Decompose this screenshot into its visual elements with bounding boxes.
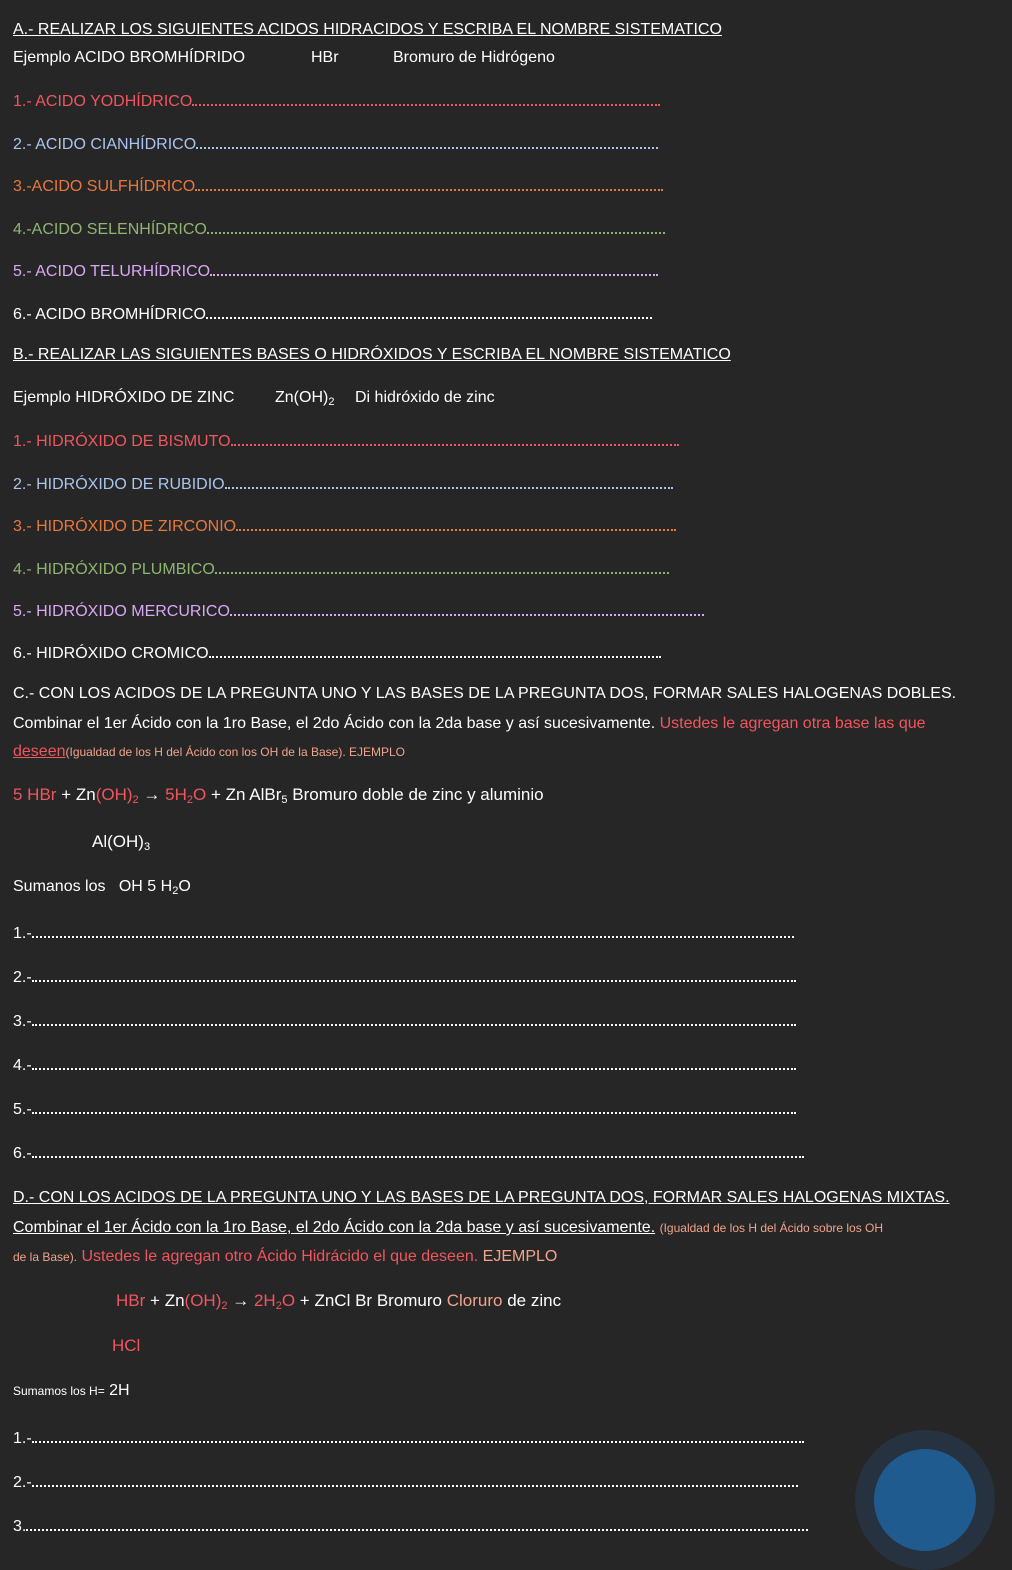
answer-blank[interactable] [32, 1054, 796, 1070]
example-label: Ejemplo HIDRÓXIDO DE ZINC [13, 389, 235, 406]
answer-blank[interactable] [225, 473, 673, 489]
answer-blank[interactable] [196, 133, 658, 149]
acid-item-3: 3.-ACIDO SULFHÍDRICO [13, 175, 663, 197]
answer-blank[interactable] [192, 90, 660, 106]
section-c-answer-2: 2.- [13, 966, 796, 988]
answer-blank[interactable] [32, 1098, 796, 1114]
answer-blank[interactable] [32, 1471, 798, 1487]
answer-blank[interactable] [32, 922, 794, 938]
answer-blank[interactable] [215, 558, 669, 574]
example-name: Di hidróxido de zinc [355, 389, 495, 406]
section-a-example [13, 48, 555, 68]
base-item-2: 2.- HIDRÓXIDO DE RUBIDIO [13, 473, 673, 495]
acid-item-4: 4.-ACIDO SELENHÍDRICO [13, 218, 665, 240]
base-item-4: 4.- HIDRÓXIDO PLUMBICO [13, 558, 669, 580]
answer-blank[interactable] [32, 966, 796, 982]
section-c-answer-4: 4.- [13, 1054, 796, 1076]
answer-blank[interactable] [236, 515, 676, 531]
example-formula: $Zn(OH)_2$ [275, 389, 335, 408]
answer-blank[interactable] [32, 1010, 796, 1026]
section-c-answer-5: 5.- [13, 1098, 796, 1120]
section-c-answer-6: 6.- [13, 1142, 804, 1164]
answer-blank[interactable] [231, 430, 679, 446]
answer-blank[interactable] [32, 1142, 804, 1158]
section-c-sum: Sumanos los OH 5 $H_2O$ [13, 878, 191, 897]
base-item-3: 3.- HIDRÓXIDO DE ZIRCONIO [13, 515, 676, 537]
example-label: Ejemplo ACIDO BROMHÍDRIDO [13, 49, 246, 66]
acid-item-2: 2.- ACIDO CIANHÍDRICO [13, 133, 658, 155]
section-c-extra-base: $Al(OH)_3$ [92, 832, 151, 853]
section-b-example [13, 388, 495, 408]
answer-blank[interactable] [230, 600, 704, 616]
answer-blank[interactable] [195, 175, 663, 191]
floating-action-button-inner[interactable] [874, 1449, 976, 1551]
section-d-answer-3: 3. [13, 1515, 808, 1537]
section-c-answer-1: 1.- [13, 922, 794, 944]
acid-item-1: 1.- ACIDO YODHÍDRICO [13, 90, 660, 112]
answer-blank[interactable] [206, 303, 652, 319]
answer-blank[interactable] [210, 260, 658, 276]
base-item-5: 5.- HIDRÓXIDO MERCURICO [13, 600, 704, 622]
acid-item-6: 6.- ACIDO BROMHÍDRICO [13, 303, 652, 325]
section-d-answer-2: 2.- [13, 1471, 798, 1493]
section-d-answer-1: 1.- [13, 1427, 804, 1449]
section-c-title: C.- CON LOS ACIDOS DE LA PREGUNTA UNO Y LAS BASES DE LA PREGUNTA DOS, FORMAR SALES HALOGENAS DOBLES. [13, 685, 957, 702]
answer-blank[interactable] [26, 1515, 808, 1531]
base-item-1: 1.- HIDRÓXIDO DE BISMUTO [13, 430, 679, 452]
answer-blank[interactable] [32, 1427, 804, 1443]
answer-blank[interactable] [207, 218, 665, 234]
section-d-extra-acid: HCl [112, 1336, 141, 1355]
base-item-6: 6.- HIDRÓXIDO CROMICO [13, 642, 661, 664]
section-d-title: D.- CON LOS ACIDOS DE LA PREGUNTA UNO Y LAS BASES DE LA PREGUNTA DOS, FORMAR SALES HALOGENAS MIXTAS. [13, 1189, 950, 1206]
section-d-equation: HBr + $Zn(OH)_2 \to 2H_2O$ + ZnCl Br Bromuro Cloruro de zinc [116, 1291, 562, 1312]
section-c-instructions-2: deseen(Igualdad de los H del Ácido con los OH de la Base). EJEMPLO [13, 743, 406, 760]
section-d-instructions: Combinar el 1er Ácido con la 1ro Base, el 2do Ácido con la 2da base y así sucesivamente. (Igualdad de los H del Ácido sobre los OH [13, 1219, 884, 1236]
section-c-equation: 5 HBr + $Zn(OH)_2 \to 5H_2O + Zn$ AlBr$_5$ Bromuro doble de zinc y aluminio [13, 785, 544, 806]
section-a-title: A.- REALIZAR LOS SIGUIENTES ACIDOS HIDRACIDOS Y ESCRIBA EL NOMBRE SISTEMATICO [13, 21, 722, 38]
answer-blank[interactable] [209, 642, 661, 658]
section-d-instructions-2: de la Base). Ustedes le agregan otro Ácido Hidrácido el que deseen. EJEMPLO [13, 1248, 558, 1265]
section-c-instructions: Combinar el 1er Ácido con la 1ro Base, el 2do Ácido con la 2da base y así sucesivamente. Ustedes le agregan otra base las que [13, 715, 926, 732]
example-name: Bromuro de Hidrógeno [393, 49, 555, 66]
acid-item-5: 5.- ACIDO TELURHÍDRICO [13, 260, 658, 282]
section-b-title: B.- REALIZAR LAS SIGUIENTES BASES O HIDRÓXIDOS Y ESCRIBA EL NOMBRE SISTEMATICO [13, 346, 731, 363]
example-formula: HBr [311, 49, 339, 66]
section-c-answer-3: 3.- [13, 1010, 796, 1032]
section-d-sum: Sumamos los H= 2H [13, 1382, 130, 1399]
